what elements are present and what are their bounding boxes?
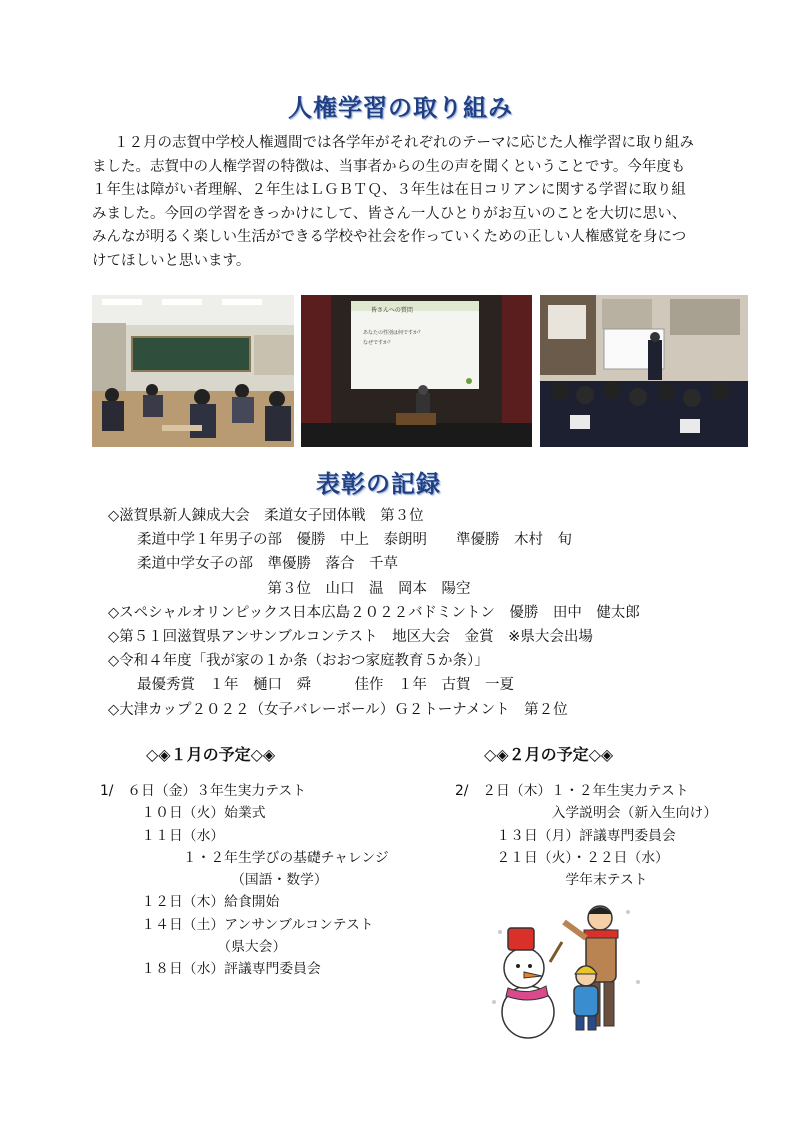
paragraph-line: １２月の志賀中学校人権週間では各学年がそれぞれのテーマに応じた人権学習に取り組み (114, 135, 694, 151)
awards-list (108, 504, 640, 722)
slide-line: なぜですか？ (363, 340, 394, 346)
award-line: ◇令和４年度「我が家の１か条（おおつ家庭教育５か条）」 (108, 653, 489, 670)
february-schedule (455, 780, 717, 891)
paragraph-line: みんなが明るく楽しい生活ができる学校や社会を作っていくための正しい人権感覚を身につ (92, 229, 687, 245)
section-title-awards: 表彰の記録 (316, 470, 441, 498)
award-line: 第３位 山口 温 岡本 陽空 (108, 580, 471, 597)
schedule-line: １２日（木）給食開始 (100, 894, 280, 911)
paragraph-line: １年生は障がい者理解、２年生はＬＧＢＴＱ、３年生は在日コリアンに関する学習に取り組 (92, 182, 686, 198)
award-line: 柔道中学女子の部 準優勝 落合 千草 (108, 556, 398, 573)
schedule-line: 入学説明会（新入生向け） (455, 805, 718, 822)
award-line: ◇大津カップ２０２２（女子バレーボール）Ｇ２トーナメント 第２位 (108, 701, 568, 718)
award-line: ◇第５１回滋賀県アンサンブルコンテスト 地区大会 金賞 ※県大会出場 (108, 629, 593, 646)
schedule-line: 学年末テスト (455, 872, 648, 889)
hall-lecture-photo (540, 295, 748, 447)
schedule-line: １０日（火）始業式 (100, 805, 266, 822)
schedule-line: １・２年生学びの基礎チャレンジ (100, 849, 389, 866)
classroom-photo (92, 295, 294, 447)
snowman-family-illustration (488, 892, 648, 1052)
paragraph-line: けてほしいと思います。 (92, 252, 251, 269)
gym-presentation-photo (301, 295, 532, 447)
schedule-line: １１日（水） (100, 827, 225, 844)
schedule-line: （国語・数学） (100, 872, 328, 889)
january-schedule (100, 780, 389, 981)
slide-title: 皆さんへの質問 (371, 307, 413, 314)
schedule-line: 2/ ２日（木）１・２年生実力テスト (455, 783, 689, 799)
schedule-line: ２１日（火）・２２日（水） (455, 849, 669, 866)
schedule-line: （県大会） (100, 939, 287, 956)
january-schedule-heading: ◇◈１月の予定◇◈ (146, 745, 276, 764)
schedule-line: １４日（土）アンサンブルコンテスト (100, 916, 374, 933)
paragraph-line: ました。志賀中の人権学習の特徴は、当事者からの生の声を聞くということです。今年度も (92, 158, 686, 175)
february-schedule-heading: ◇◈２月の予定◇◈ (484, 745, 614, 764)
slide-line: あなたの性別は何ですか？ (363, 330, 424, 336)
award-line: ◇滋賀県新人錬成大会 柔道女子団体戦 第３位 (108, 508, 424, 524)
schedule-line: １３日（月）評議専門委員会 (455, 827, 676, 844)
section-title-human-rights: 人権学習の取り組み (288, 94, 513, 122)
award-line: 最優秀賞 １年 樋口 舜 佳作 １年 古賀 一夏 (108, 677, 514, 694)
human-rights-paragraph (92, 132, 732, 273)
award-line: ◇スペシャルオリンピックス日本広島２０２２バドミントン 優勝 田中 健太郎 (108, 604, 640, 621)
schedule-line: １８日（水）評議専門委員会 (100, 961, 321, 978)
award-line: 柔道中学１年男子の部 優勝 中上 泰朗明 準優勝 木村 旬 (108, 532, 572, 549)
schedule-line: 1/ ６日（金）３年生実力テスト (100, 783, 307, 799)
paragraph-line: みました。今回の学習をきっかけにして、皆さん一人ひとりがお互いのことを大切に思い、 (92, 205, 687, 222)
